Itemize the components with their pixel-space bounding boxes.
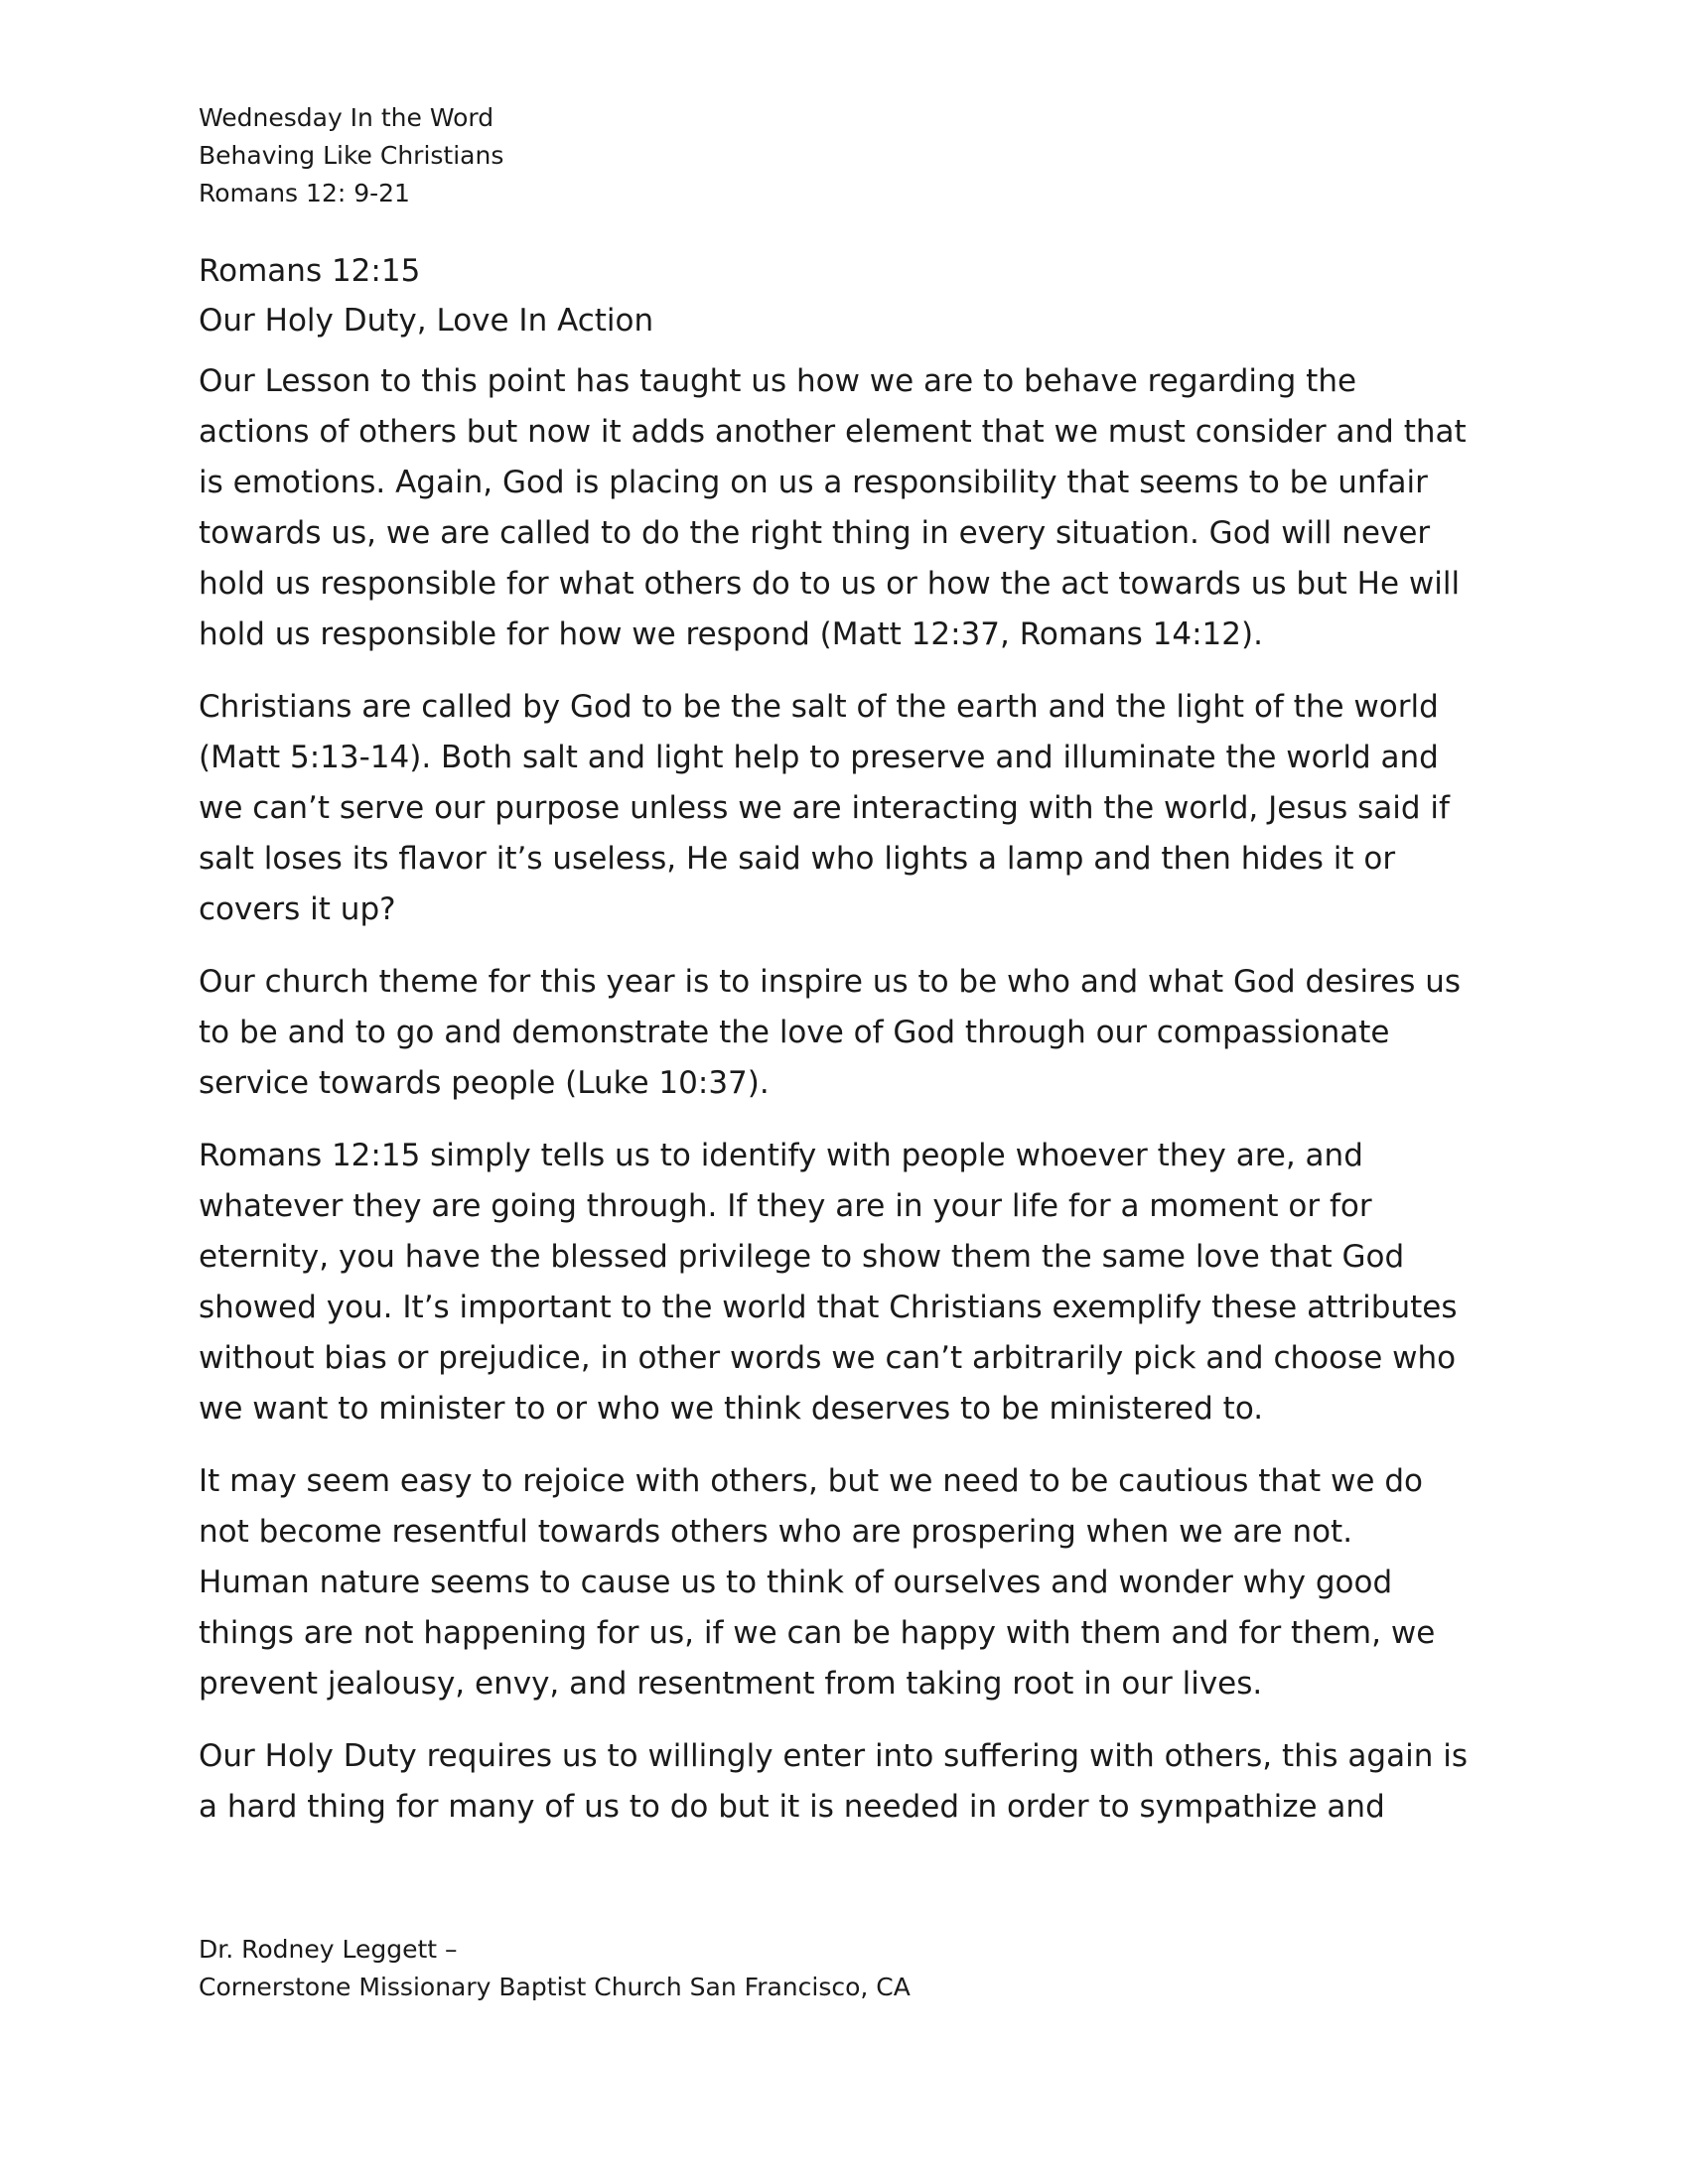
text-line: towards us, we are called to do the right thing in every situation. God will never [199, 515, 1431, 551]
text-line: covers it up? [199, 891, 396, 927]
scripture-passage: Romans 12: 9-21 [199, 179, 410, 207]
text-line: actions of others but now it adds another element that we must consider and that [199, 414, 1467, 450]
series-title: Wednesday In the Word [199, 103, 494, 132]
text-line: prevent jealousy, envy, and resentment from taking root in our lives. [199, 1666, 1263, 1702]
lesson-topic: Behaving Like Christians [199, 141, 504, 170]
text-line: not become resentful towards others who are prospering when we are not. [199, 1514, 1353, 1550]
text-line: to be and to go and demonstrate the love of God through our compassionate [199, 1015, 1390, 1050]
text-line: a hard thing for many of us to do but it is needed in order to sympathize and [199, 1789, 1385, 1825]
text-line: It may seem easy to rejoice with others, but we need to be cautious that we do [199, 1463, 1423, 1499]
section-title: Our Holy Duty, Love In Action [199, 303, 654, 339]
text-line: we want to minister to or who we think deserves to be ministered to. [199, 1391, 1264, 1427]
paragraph-3 [199, 957, 1489, 1109]
text-line: without bias or prejudice, in other words we can’t arbitrarily pick and choose who [199, 1340, 1457, 1376]
text-line: Our Lesson to this point has taught us how we are to behave regarding the [199, 363, 1357, 399]
text-line: salt loses its flavor it’s useless, He said who lights a lamp and then hides it or [199, 841, 1396, 877]
text-line: (Matt 5:13-14). Both salt and light help to preserve and illuminate the world and [199, 740, 1439, 775]
paragraph-5 [199, 1456, 1489, 1709]
text-line: eternity, you have the blessed privilege to show them the same love that God [199, 1239, 1405, 1275]
paragraph-6 [199, 1731, 1489, 1833]
paragraph-2 [199, 682, 1489, 935]
document-footer [199, 1931, 1489, 2006]
text-line: is emotions. Again, God is placing on us a responsibility that seems to be unfair [199, 465, 1428, 500]
document-header [199, 99, 1489, 212]
text-line: service towards people (Luke 10:37). [199, 1065, 770, 1101]
text-line: whatever they are going through. If they are in your life for a moment or for [199, 1188, 1372, 1224]
text-line: showed you. It’s important to the world that Christians exemplify these attributes [199, 1290, 1458, 1325]
text-line: things are not happening for us, if we can be happy with them and for them, we [199, 1615, 1436, 1651]
author-name: Dr. Rodney Leggett – [199, 1935, 458, 1964]
text-line: Human nature seems to cause us to think of ourselves and wonder why good [199, 1565, 1393, 1600]
text-line: hold us responsible for how we respond (Matt 12:37, Romans 14:12). [199, 616, 1263, 652]
text-line: Romans 12:15 simply tells us to identify with people whoever they are, and [199, 1138, 1363, 1173]
text-line: Our church theme for this year is to inspire us to be who and what God desires us [199, 964, 1461, 1000]
paragraph-4 [199, 1131, 1489, 1434]
text-line: Christians are called by God to be the salt of the earth and the light of the world [199, 689, 1439, 725]
text-line: Our Holy Duty requires us to willingly enter into suffering with others, this again is [199, 1738, 1468, 1774]
text-line: hold us responsible for what others do to us or how the act towards us but He will [199, 566, 1461, 602]
section-heading [199, 246, 1489, 345]
text-line: we can’t serve our purpose unless we are interacting with the world, Jesus said if [199, 790, 1450, 826]
church-name: Cornerstone Missionary Baptist Church San Francisco, CA [199, 1973, 911, 2001]
lesson-body [199, 356, 1489, 1854]
paragraph-1 [199, 356, 1489, 660]
section-verse: Romans 12:15 [199, 253, 421, 289]
